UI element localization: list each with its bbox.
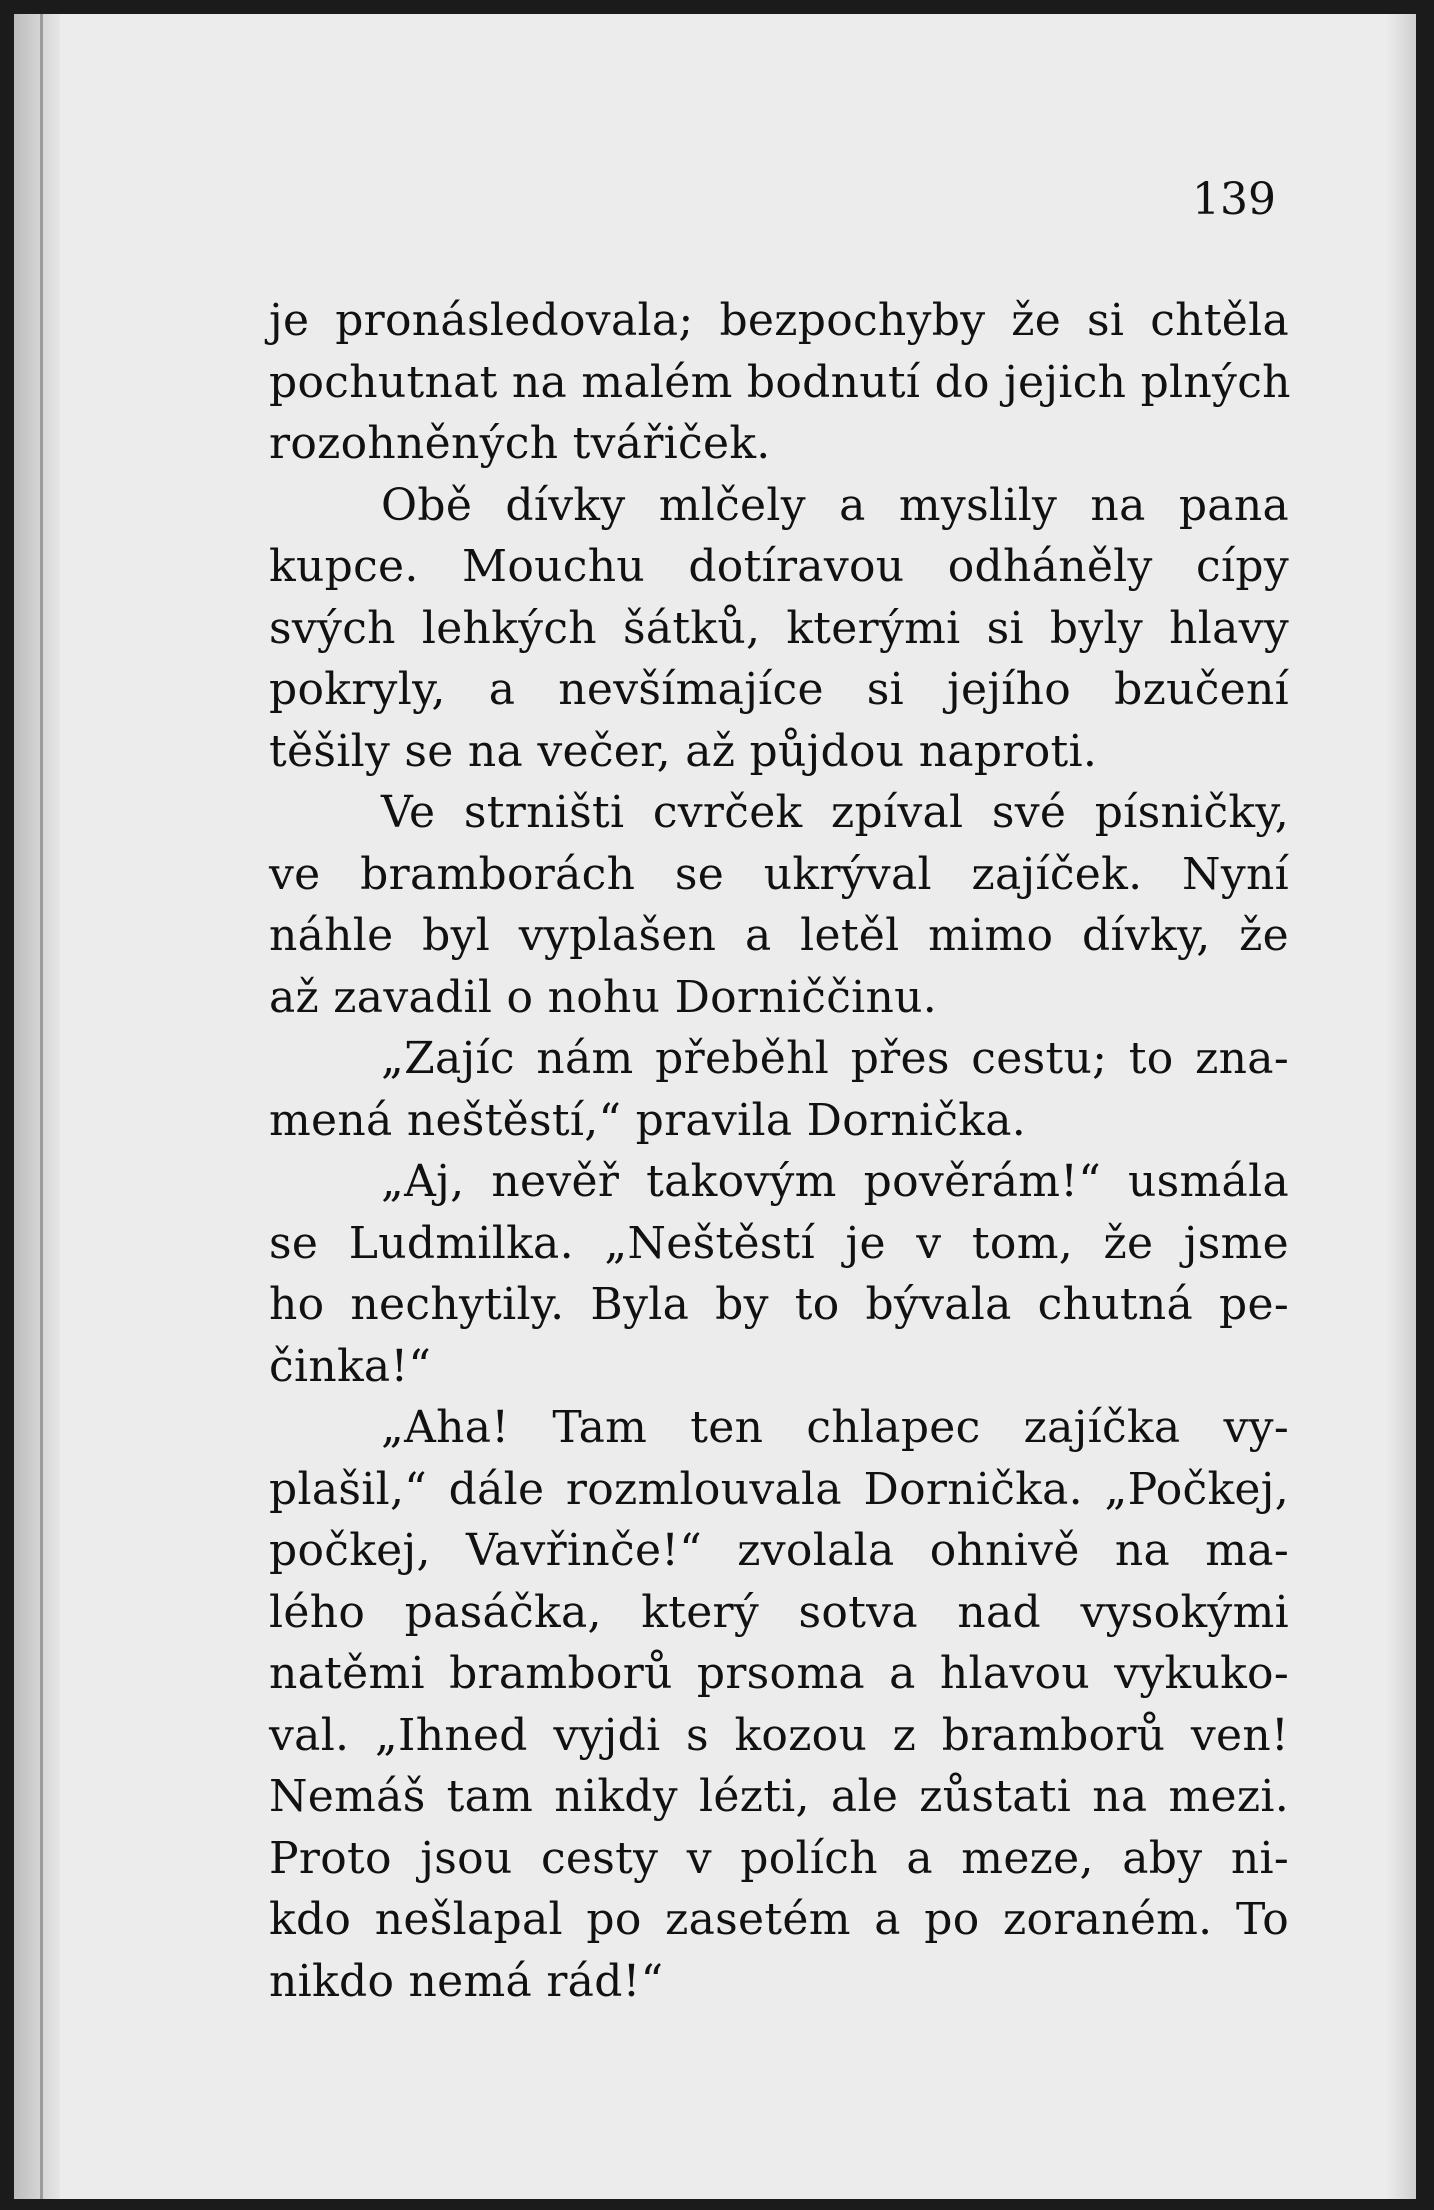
text-line: lého pasáčka, který sotva nad vysokými — [269, 1586, 1289, 1638]
text-line: Ve strništi cvrček zpíval své písničky, — [381, 787, 1289, 838]
text-line: „Zajíc nám přeběhl přes cestu; to zna- — [381, 1033, 1289, 1084]
page-number: 139 — [1192, 174, 1276, 225]
text-line: mená neštěstí,“ pravila Dornička. — [269, 1094, 1027, 1146]
text-line: pokryly, a nevšímajíce si jejího bzučení — [269, 664, 1289, 715]
text-line: svých lehkých šátků, kterými si byly hlavy — [269, 602, 1289, 654]
body-text — [269, 290, 1289, 2012]
text-line: činka!“ — [269, 1340, 432, 1392]
text-line: pochutnat na malém bodnutí do jejich plných — [269, 356, 1291, 408]
book-page — [14, 14, 1416, 2199]
text-line: až zavadil o nohu Dorniččinu. — [269, 971, 938, 1023]
text-line: ve bramborách se ukrýval zajíček. Nyní — [269, 848, 1289, 900]
text-line: rozohněných tvářiček. — [269, 418, 771, 469]
text-line: plašil,“ dále rozmlouvala Dornička. „Počkej, — [269, 1463, 1289, 1515]
text-line: počkej, Vavřinče!“ zvolala ohnivě na ma- — [269, 1525, 1289, 1576]
text-line: náhle byl vyplašen a letěl mimo dívky, že — [269, 910, 1289, 961]
text-line: natěmi bramborů prsoma a hlavou vykuko- — [269, 1648, 1289, 1699]
text-line: „Aj, nevěř takovým pověrám!“ usmála — [381, 1156, 1289, 1207]
text-line: těšily se na večer, až půjdou naproti. — [269, 725, 1098, 777]
text-line: ho nechytily. Byla by to bývala chutná pe- — [269, 1279, 1289, 1330]
binding-edge — [40, 14, 43, 2199]
text-line: Obě dívky mlčely a myslily na pana — [381, 479, 1289, 531]
text-line: val. „Ihned vyjdi s kozou z bramborů ven! — [269, 1709, 1289, 1761]
text-line: nikdo nemá rád!“ — [269, 1955, 664, 2007]
text-line: „Aha! Tam ten chlapec zajíčka vy- — [381, 1402, 1289, 1453]
text-line: Proto jsou cesty v polích a meze, aby ni- — [269, 1832, 1289, 1884]
text-line: Nemáš tam nikdy lézti, ale zůstati na mezi. — [269, 1771, 1289, 1822]
text-line: se Ludmilka. „Neštěstí je v tom, že jsme — [269, 1217, 1289, 1269]
text-line: kdo nešlapal po zasetém a po zoraném. To — [269, 1894, 1289, 1945]
text-line: kupce. Mouchu dotíravou odháněly cípy — [269, 541, 1289, 592]
text-line: je pronásledovala; bezpochyby že si chtěla — [269, 295, 1289, 346]
